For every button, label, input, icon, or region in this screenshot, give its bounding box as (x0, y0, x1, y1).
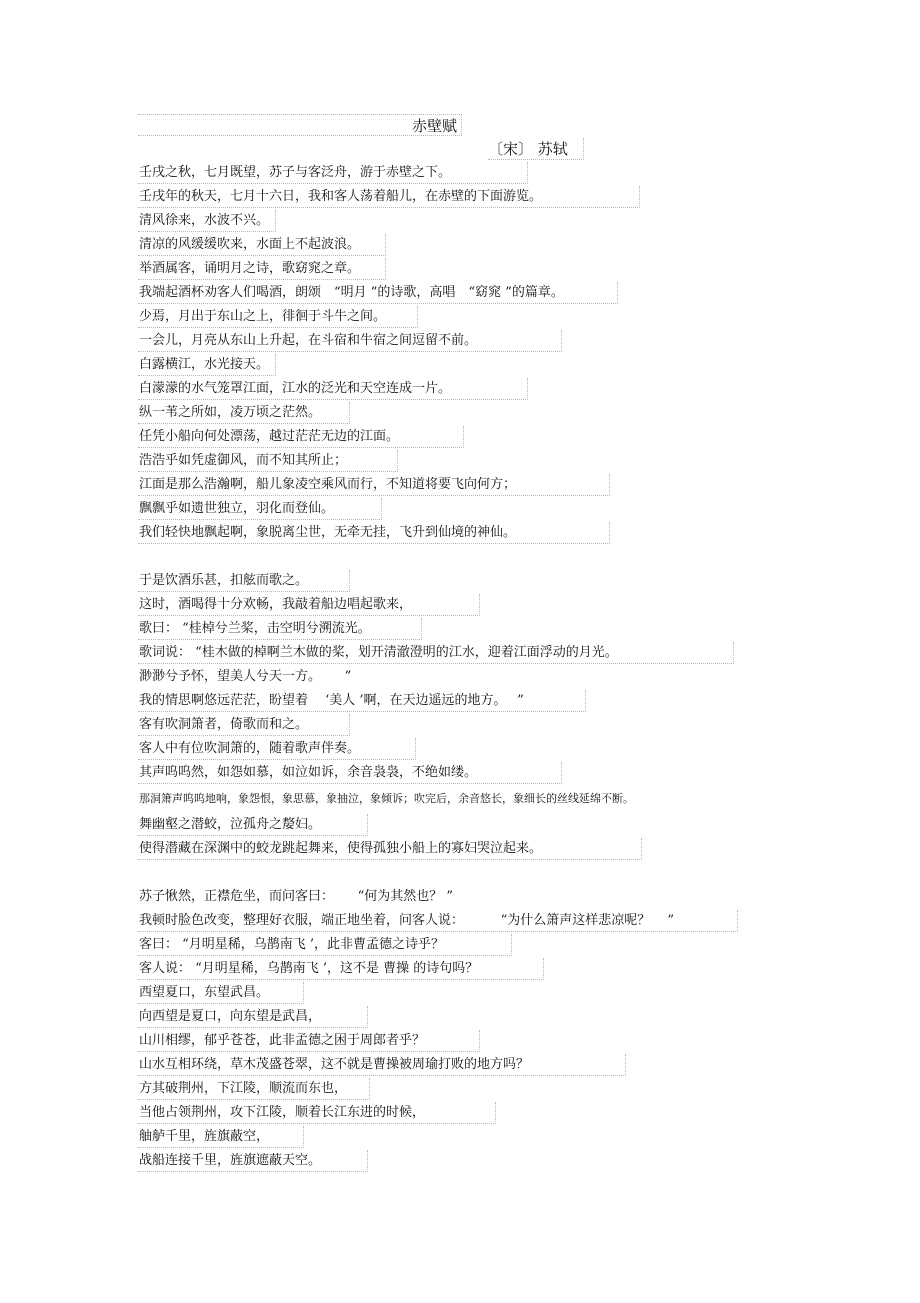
text-line: 这时，酒喝得十分欢畅，我敲着船边唱起歌来， (138, 594, 480, 616)
document-title: 赤壁赋 (138, 114, 462, 136)
text-line: 西望夏口，东望武昌。 (138, 982, 304, 1004)
text-line: 客曰： “月明星稀，乌鹊南飞 ’，此非曹孟德之诗乎？ (138, 934, 512, 956)
text-line: 白濛濛的水气笼罩江面，江水的泛光和天空连成一片。 (138, 378, 528, 400)
text-line: 壬戌年的秋天，七月十六日，我和客人荡着船儿，在赤壁的下面游览。 (138, 186, 640, 208)
text-line: 歌词说： “桂木做的棹啊兰木做的桨，划开清澈澄明的江水，迎着江面浮动的月光。 (138, 642, 734, 664)
text-line: 苏子愀然，正襟危坐，而问客曰： “何为其然也？ ” (139, 889, 454, 904)
text-line: 那洞箫声呜呜地响，象怨恨，象思慕，象抽泣，象倾诉；吹完后，余音悠长，象细长的丝线延绵不断。 (139, 792, 634, 805)
text-line: 一会儿，月亮从东山上升起，在斗宿和牛宿之间逗留不前。 (138, 330, 562, 352)
text-line: 我们轻快地飘起啊，象脱离尘世，无牵无挂，飞升到仙境的神仙。 (138, 522, 610, 544)
text-line: 纵一苇之所如，凌万顷之茫然。 (138, 402, 350, 424)
text-line: 客人中有位吹洞箫的，随着歌声伴奏。 (138, 738, 416, 760)
text-line: 使得潜藏在深渊中的蛟龙跳起舞来，使得孤独小船上的寡妇哭泣起来。 (138, 838, 642, 860)
text-line: 江面是那么浩瀚啊，船儿象凌空乘风而行，不知道将要飞向何方； (138, 474, 610, 496)
text-line: 我的情思啊悠远茫茫，盼望着 ‘美人 ’啊，在天边遥远的地方。 ” (138, 690, 586, 712)
text-line: 歌曰： “桂棹兮兰桨，击空明兮溯流光。 (138, 618, 422, 640)
text-line: 山川相缪，郁乎苍苍，此非孟德之困于周郎者乎？ (138, 1030, 480, 1052)
text-line: 渺渺兮予怀，望美人兮天一方。 ” (139, 669, 352, 684)
text-line: 举酒属客，诵明月之诗，歌窈窕之章。 (138, 258, 386, 280)
text-line: 我顿时脸色改变，整理好衣服，端正地坐着，问客人说： “为什么箫声这样悲凉呢？ ” (138, 910, 738, 932)
text-line: 飘飘乎如遗世独立，羽化而登仙。 (138, 498, 382, 520)
text-line: 方其破荆州，下江陵，顺流而东也， (138, 1078, 370, 1100)
text-line: 清风徐来，水波不兴。 (138, 210, 276, 232)
text-line: 客有吹洞箫者，倚歌而和之。 (138, 714, 350, 736)
text-line: 清凉的风缓缓吹来，水面上不起波浪。 (138, 234, 386, 256)
text-line: 舞幽壑之潜蛟，泣孤舟之嫠妇。 (138, 814, 368, 836)
text-line: 客人说： “月明星稀，乌鹊南飞 ’，这不是 曹操 的诗句吗？ (138, 958, 544, 980)
text-line: 其声呜呜然，如怨如慕，如泣如诉，余音袅袅，不绝如缕。 (138, 762, 562, 784)
text-line: 山水互相环绕，草木茂盛苍翠，这不就是曹操被周瑜打败的地方吗？ (138, 1054, 626, 1076)
text-line: 少焉，月出于东山之上，徘徊于斗牛之间。 (138, 306, 418, 328)
author-line: 〔宋〕 苏轼 (488, 138, 584, 160)
text-line: 白露横江，水光接天。 (138, 354, 276, 376)
text-line: 战船连接千里，旌旗遮蔽天空。 (138, 1150, 368, 1172)
text-line: 浩浩乎如凭虚御风，而不知其所止； (138, 450, 398, 472)
text-line: 舳舻千里，旌旗蔽空， (138, 1126, 304, 1148)
text-line: 当他占领荆州，攻下江陵，顺着长江东进的时候， (138, 1102, 496, 1124)
text-line: 壬戌之秋，七月既望，苏子与客泛舟，游于赤壁之下。 (138, 162, 528, 184)
text-line: 任凭小船向何处漂荡，越过茫茫无边的江面。 (138, 426, 464, 448)
text-line: 我端起酒杯劝客人们喝酒，朗颂 “明月 ”的诗歌，高唱 “窈窕 ”的篇章。 (138, 282, 618, 304)
text-line: 向西望是夏口，向东望是武昌， (138, 1006, 368, 1028)
text-line: 于是饮酒乐甚，扣舷而歌之。 (138, 570, 350, 592)
